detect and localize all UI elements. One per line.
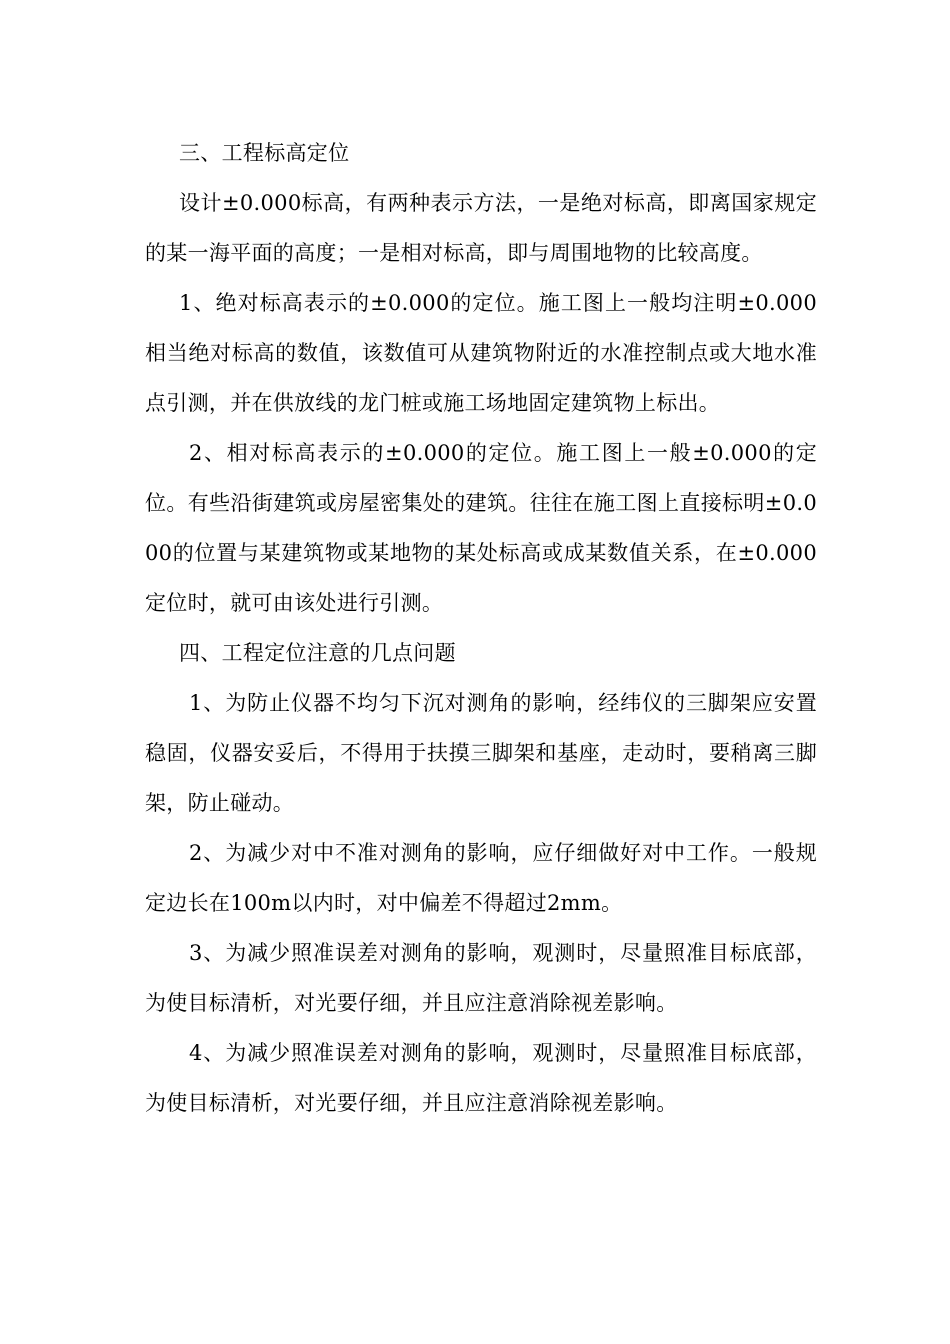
section3-item2-paragraph: 2、相对标高表示的±0.000的定位。施工图上一般±0.000的定位。有些沿街建筑或房屋密集处的建筑。往往在施工图上直接标明±0.000的位置与某建筑物或某地物的某处标高或成某数值关系，在±0.000定位时，就可由该处进行引测。 [145,441,817,615]
section3-intro-paragraph: 设计±0.000标高，有两种表示方法，一是绝对标高，即离国家规定的某一海平面的高度；一是相对标高，即与周围地物的比较高度。 [145,191,817,265]
section3-item1-paragraph: 1、绝对标高表示的±0.000的定位。施工图上一般均注明±0.000相当绝对标高的数值，该数值可从建筑物附近的水准控制点或大地水准点引测，并在供放线的龙门桩或施工场地固定建筑物上标出。 [145,291,817,415]
section4-item2-paragraph: 2、为减少对中不准对测角的影响，应仔细做好对中工作。一般规定边长在100m以内时，对中偏差不得超过2mm。 [145,841,817,915]
section4-item3-paragraph: 3、为减少照准误差对测角的影响，观测时，尽量照准目标底部，为使目标清析，对光要仔细，并且应注意消除视差影响。 [145,941,817,1015]
section4-heading: 四、工程定位注意的几点问题 [179,641,456,665]
section3-heading: 三、工程标高定位 [179,141,350,165]
section4-item4-paragraph: 4、为减少照准误差对测角的影响，观测时，尽量照准目标底部，为使目标清析，对光要仔细，并且应注意消除视差影响。 [145,1041,817,1115]
document-body [145,128,817,1128]
section4-item1-paragraph: 1、为防止仪器不均匀下沉对测角的影响，经纬仪的三脚架应安置稳固，仪器安妥后，不得用于扶摸三脚架和基座，走动时，要稍离三脚架，防止碰动。 [145,691,817,815]
